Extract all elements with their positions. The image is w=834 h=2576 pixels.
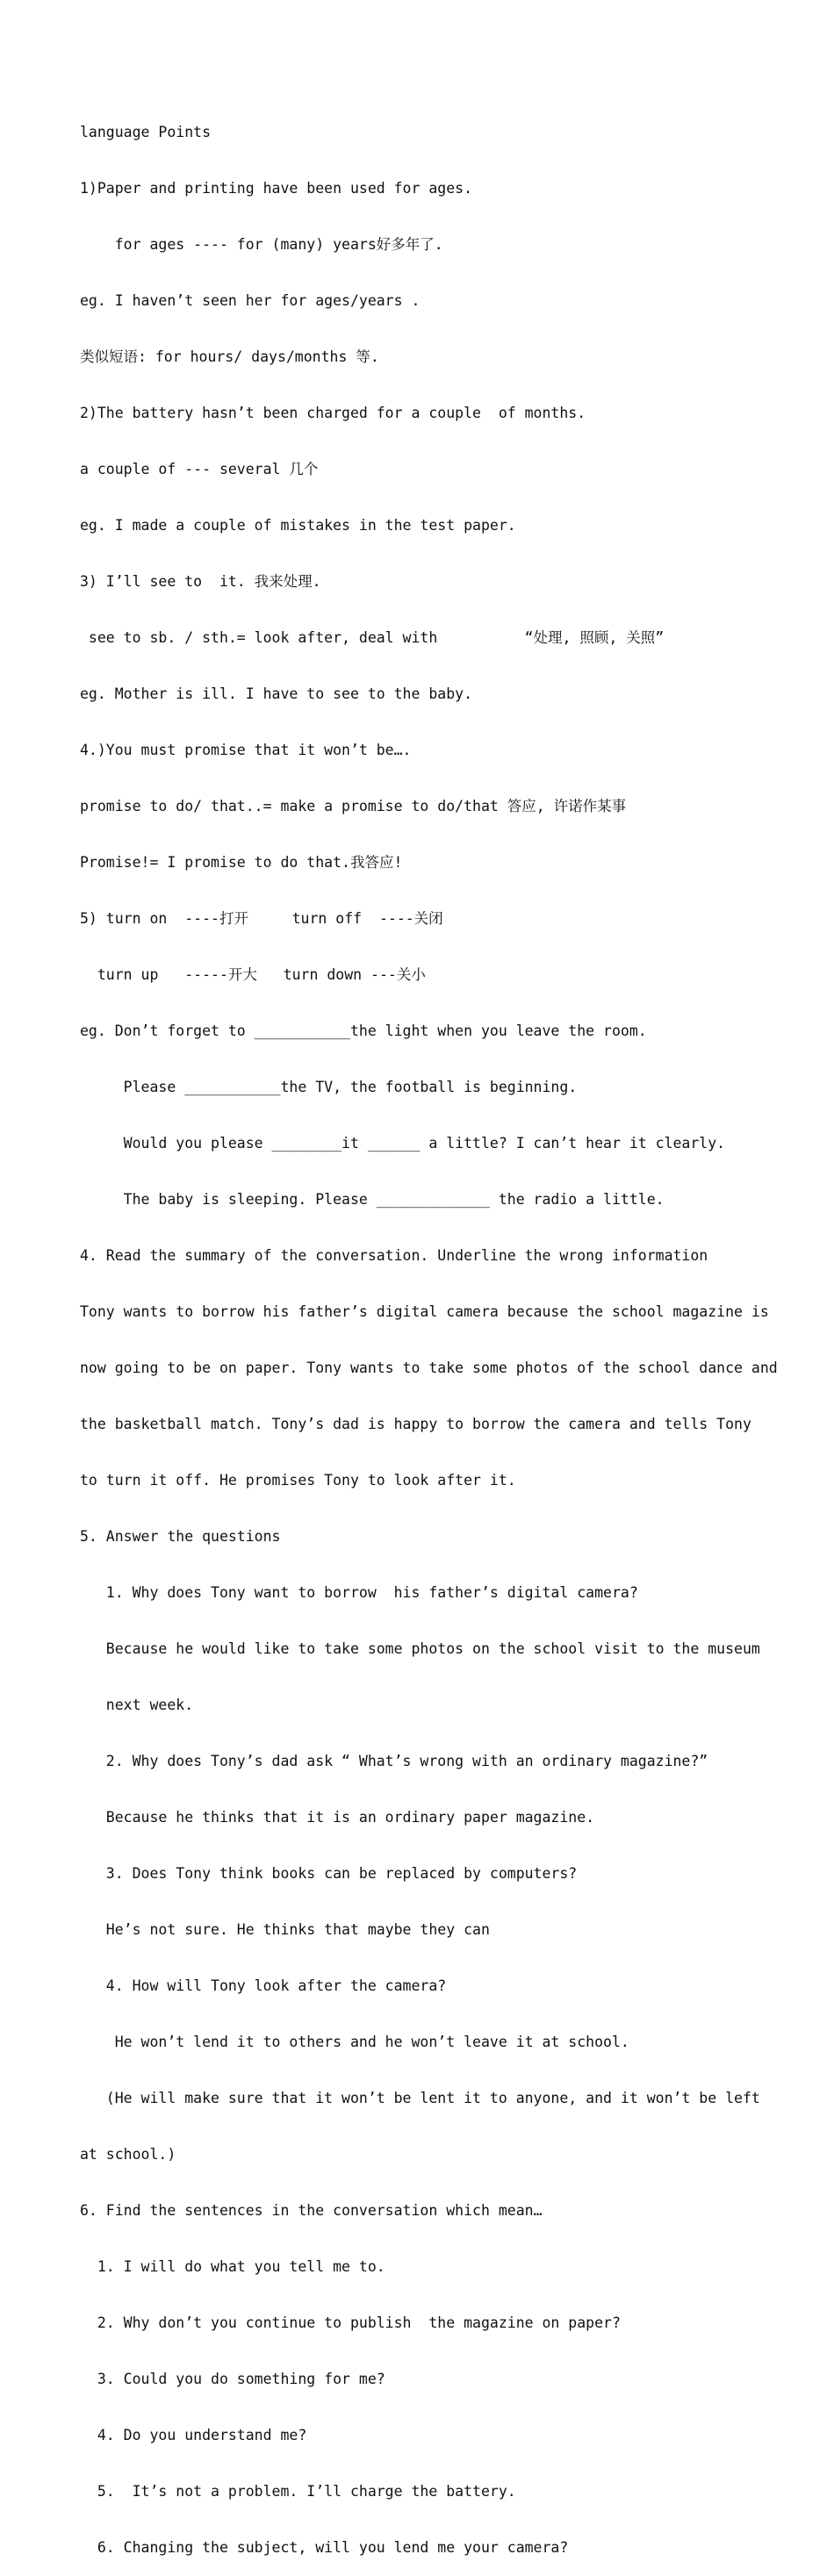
text-line: Promise!= I promise to do that.我答应! bbox=[80, 854, 403, 871]
text-line: the basketball match. Tony’s dad is happy to borrow the camera and tells Tony bbox=[80, 1416, 751, 1432]
text-line: eg. I made a couple of mistakes in the test paper. bbox=[80, 517, 516, 534]
text-line: 4.)You must promise that it won’t be…. bbox=[80, 742, 412, 758]
text-line: 3. Could you do something for me? bbox=[80, 2371, 385, 2387]
text-line: 4. Do you understand me? bbox=[80, 2427, 307, 2443]
text-line: 1)Paper and printing have been used for ages. bbox=[80, 180, 473, 197]
text-line: He won’t lend it to others and he won’t leave it at school. bbox=[80, 2034, 629, 2050]
text-line: Tony wants to borrow his father’s digital camera because the school magazine is bbox=[80, 1303, 769, 1320]
text-line: 5) turn on ----打开 turn off ----关闭 bbox=[80, 910, 443, 927]
text-line: 1. I will do what you tell me to. bbox=[80, 2258, 385, 2275]
text-line: Because he thinks that it is an ordinary paper magazine. bbox=[80, 1809, 595, 1826]
text-line: eg. Don’t forget to ___________the light when you leave the room. bbox=[80, 1023, 647, 1039]
text-line: He’s not sure. He thinks that maybe they can bbox=[80, 1921, 490, 1938]
text-line: 1. Why does Tony want to borrow his father’s digital camera? bbox=[80, 1584, 638, 1601]
document-body bbox=[80, 88, 778, 2576]
text-line: 2. Why does Tony’s dad ask “ What’s wrong with an ordinary magazine?” bbox=[80, 1753, 708, 1769]
text-line: 2)The battery hasn’t been charged for a couple of months. bbox=[80, 405, 586, 421]
text-line: at school.) bbox=[80, 2146, 176, 2163]
text-line: see to sb. / sth.= look after, deal with “处理, 照顾, 关照” bbox=[80, 629, 665, 646]
text-line: 4. Read the summary of the conversation. Underline the wrong information bbox=[80, 1247, 708, 1264]
text-line: eg. Mother is ill. I have to see to the baby. bbox=[80, 685, 473, 702]
text-line: Would you please ________it ______ a little? I can’t hear it clearly. bbox=[80, 1135, 726, 1152]
text-line: Because he would like to take some photos on the school visit to the museum bbox=[80, 1640, 760, 1657]
text-line: 4. How will Tony look after the camera? bbox=[80, 1977, 447, 1994]
text-line: turn up -----开大 turn down ---关小 bbox=[80, 966, 426, 983]
text-line: (He will make sure that it won’t be lent it to anyone, and it won’t be left bbox=[80, 2090, 760, 2106]
text-line: 3. Does Tony think books can be replaced by computers? bbox=[80, 1865, 578, 1882]
text-line: next week. bbox=[80, 1697, 194, 1713]
text-line: a couple of --- several 几个 bbox=[80, 461, 319, 477]
text-line: promise to do/ that..= make a promise to do/that 答应, 许诺作某事 bbox=[80, 798, 627, 814]
text-line: to turn it off. He promises Tony to look after it. bbox=[80, 1472, 516, 1489]
text-line: language Points bbox=[80, 124, 212, 140]
text-line: eg. I haven’t seen her for ages/years . bbox=[80, 292, 421, 309]
text-line: for ages ---- for (many) years好多年了. bbox=[80, 236, 443, 253]
text-line: 类似短语: for hours/ days/months 等. bbox=[80, 348, 379, 365]
text-line: Please ___________the TV, the football is beginning. bbox=[80, 1079, 578, 1095]
text-line: now going to be on paper. Tony wants to take some photos of the school dance and bbox=[80, 1360, 778, 1376]
text-line: 6. Find the sentences in the conversation which mean… bbox=[80, 2202, 543, 2219]
text-line: 5. It’s not a problem. I’ll charge the battery. bbox=[80, 2483, 516, 2500]
text-line: 6. Changing the subject, will you lend me your camera? bbox=[80, 2539, 569, 2556]
text-line: The baby is sleeping. Please _____________ the radio a little. bbox=[80, 1191, 665, 1208]
text-line: 2. Why don’t you continue to publish the magazine on paper? bbox=[80, 2314, 621, 2331]
text-line: 5. Answer the questions bbox=[80, 1528, 281, 1545]
text-line: 3) I’ll see to it. 我来处理. bbox=[80, 573, 321, 590]
